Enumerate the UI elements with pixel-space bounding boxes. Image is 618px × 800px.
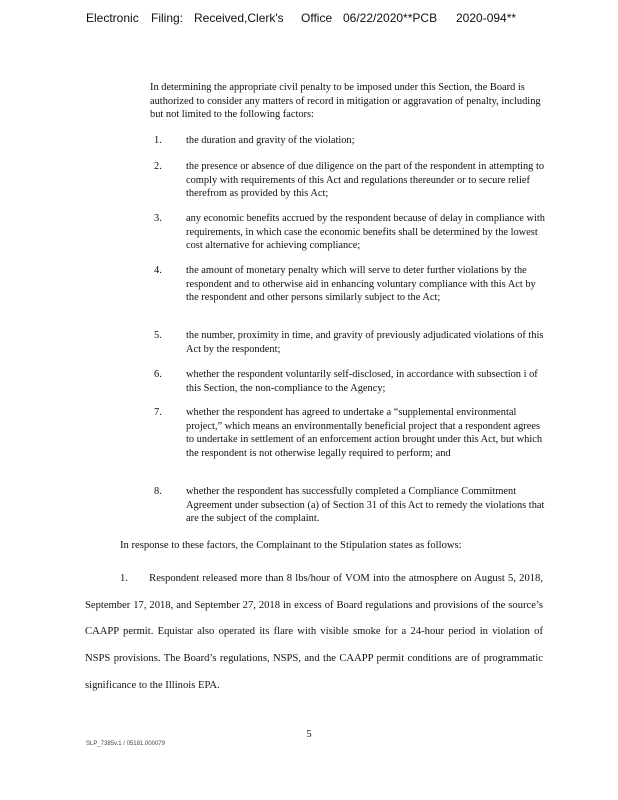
factor-text: the duration and gravity of the violation; [186, 135, 355, 146]
factor-text: whether the respondent voluntarily self-disclosed, in accordance with subsection i of this Section, the non-compliance to the Agency; [186, 369, 538, 394]
header-filing: Filing: [151, 11, 184, 25]
header-case-number: 2020-094** [456, 11, 517, 25]
factor-number: 3. [154, 213, 162, 224]
document-footer-code: SLP_7385v.1 / 05181.000079 [86, 741, 165, 747]
factor-number: 1. [154, 135, 162, 146]
factor-number: 8. [154, 486, 162, 497]
factor-text: whether the respondent has successfully completed a Compliance Commitment Agreement under subsection (a) of Section 31 of this Act to remedy the violations that are the subject of the complaint. [186, 486, 545, 524]
response-intro: In response to these factors, the Complainant to the Stipulation states as follows: [120, 540, 462, 551]
factor-text: the presence or absence of due diligence on the part of the respondent in attempting to comply with requirements of this Act and regulations thereunder or to secure relief therefrom as provided by this Act; [186, 161, 545, 199]
page-number: 5 [306, 729, 312, 740]
intro-paragraph: In determining the appropriate civil penalty to be imposed under this Section, the Board is authorized to consider any matters of record in mitigation or aggravation of penalty, including but not limited to the following factors: [150, 82, 541, 120]
factor-number: 6. [154, 369, 162, 380]
factor-text: the amount of monetary penalty which will serve to deter further violations by the respondent and to otherwise aid in enhancing voluntary compliance with this Act by the respondent and other persons similarly subject to the Act; [186, 265, 536, 303]
header-received-clerks: Received,Clerk's [194, 11, 284, 25]
factor-text: whether the respondent has agreed to undertake a “supplemental environmental project,” which means an environmentally beneficial project that a respondent agrees to undertake in settlement of an enforcement action brought under this Act, but which the respondent is not otherwise legally required to perform; and [186, 407, 543, 459]
header-date-pcb: 06/22/2020**PCB [343, 11, 438, 25]
header-electronic: Electronic [86, 11, 139, 25]
factor-number: 2. [154, 161, 162, 172]
factor-text: any economic benefits accrued by the respondent because of delay in compliance with requirements, in which case the economic benefits shall be determined by the lowest cost alternative for achieving compliance; [186, 213, 545, 251]
factor-number: 4. [154, 265, 162, 276]
paragraph-1: 1. Respondent released more than 8 lbs/hour of VOM into the atmosphere on August 5, 2018, September 17, 2018, and September 27, 2018 in excess of Board regulations and provisions of the source’s CAAPP permit. Equistar also operated its flare with visible smoke for a 24-hour period in violation of NSPS provisions. The Board’s regulations, NSPS, and the CAAPP permit conditions are of programmatic significance to the Illinois EPA. [85, 573, 543, 691]
header-office: Office [301, 11, 333, 25]
factor-number: 5. [154, 330, 162, 341]
factor-number: 7. [154, 407, 162, 418]
factor-text: the number, proximity in time, and gravity of previously adjudicated violations of this Act by the respondent; [186, 330, 544, 355]
